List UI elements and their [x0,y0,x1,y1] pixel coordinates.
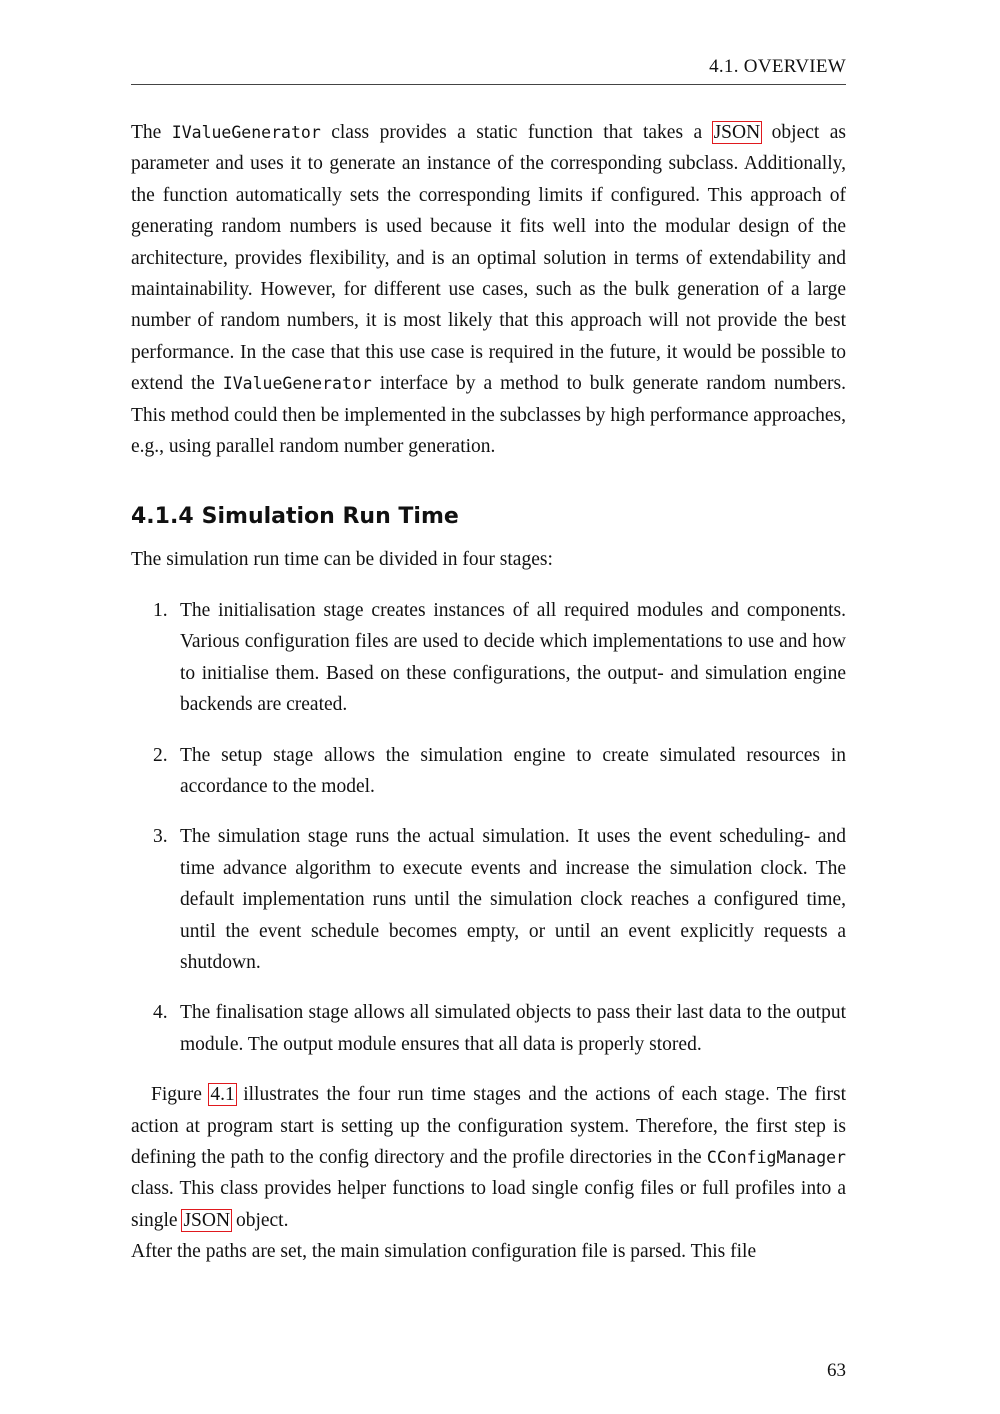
stages-list [131,595,846,1060]
page-number: 63 [827,1360,846,1381]
list-item [131,821,846,978]
glossary-link-json[interactable]: JSON [183,1209,231,1231]
code-ivaluegenerator: IValueGenerator [171,123,321,142]
paragraph-ivaluegenerator [131,117,846,462]
paragraph-figure-reference [131,1079,846,1236]
section-title: Simulation Run Time [201,504,459,530]
text-run: object as parameter and uses it to generate an instance of the corresponding subclass. Additionally, the function automatically sets the corresponding limits if configured. This approach of generating random numbers is used because it fits well into the modular design of the architecture, provides flexibility, and is an optimal solution in terms of extendability and maintainability. However, for different use cases, such as the bulk generation of a large number of random numbers, it is most likely that this approach will not provide the best performance. In the case that this use case is required in the future, it would be possible to extend the [131,122,846,395]
running-header [131,56,846,85]
list-item [131,595,846,721]
text-run: interface by a method to bulk generate random numbers. This method could then be implemented in the subclasses by high performance approaches, e.g., using parallel random number generation. [131,373,846,458]
list-marker: 2. [153,744,168,766]
code-ivaluegenerator: IValueGenerator [222,374,372,394]
list-item-text: The simulation stage runs the actual simulation. It uses the event scheduling- and time advance algorithm to execute events and increase the simulation clock. The default implementation runs until the simulation clock reaches a configured time, until the event schedule becomes empty, or until an event explicitly requests a shutdown. [180,826,846,973]
list-marker: 3. [153,826,168,848]
text-run: class. This class provides helper functions to load single config files or full profiles into a single [131,1178,846,1231]
list-item-text: The finalisation stage allows all simulated objects to pass their last data to the output module. The output module ensures that all data is properly stored. [180,1002,846,1055]
section-heading [131,502,846,532]
list-item [131,740,846,803]
glossary-link-json[interactable]: JSON [713,122,761,143]
text-run: Figure [151,1084,210,1106]
paragraph-config-parsing: After the paths are set, the main simulation configuration file is parsed. This file [131,1241,757,1263]
text-run: class provides a static function that takes a [320,122,713,143]
list-item-text: The setup stage allows the simulation engine to create simulated resources in accordance to the model. [180,744,846,797]
list-marker: 4. [153,1002,168,1024]
running-title: 4.1. OVERVIEW [709,56,846,77]
code-cconfigmanager: CConfigManager [706,1147,846,1167]
figure-link-4-1[interactable]: 4.1 [210,1084,235,1106]
list-item-text: The initialisation stage creates instances of all required modules and components. Various configuration files are used to decide which implementations to use and how to initialise them. Based on these configurations, the output- and simulation engine backends are created. [180,599,846,716]
text-run: The [131,122,172,143]
page-body [131,117,846,1268]
section-intro: The simulation run time can be divided in four stages: [131,549,553,571]
list-item [131,997,846,1060]
text-run: illustrates the four run time stages and the actions of each stage. The first action at program start is setting up the configuration system. Therefore, the first step is defining the path to the config directory and the profile directories in the [131,1084,846,1168]
text-run: object. [231,1209,289,1231]
list-marker: 1. [153,599,168,621]
section-number: 4.1.4 [131,504,194,530]
